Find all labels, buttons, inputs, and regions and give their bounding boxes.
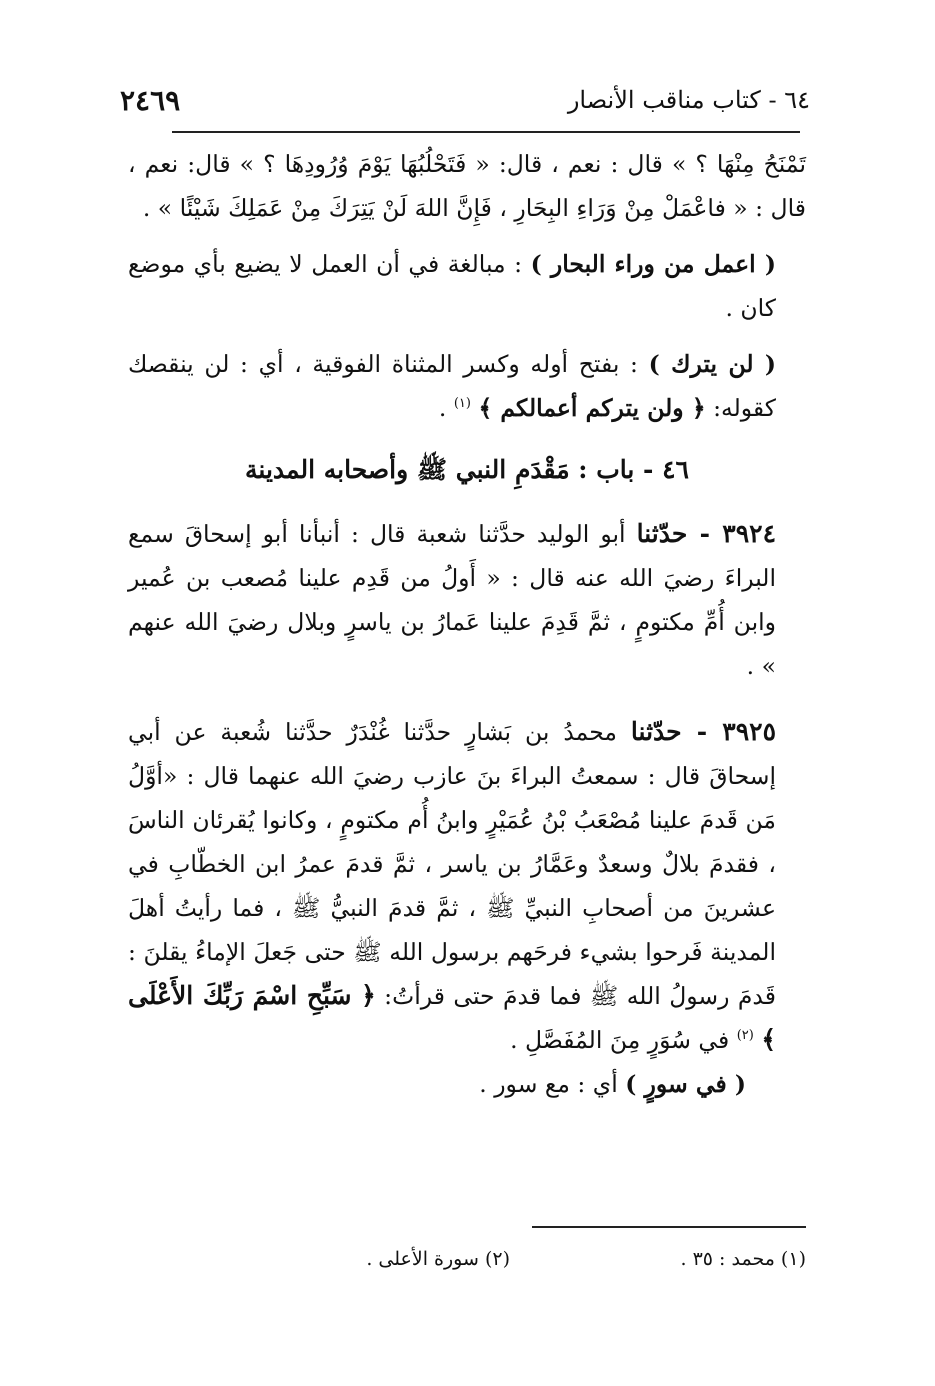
note-term: ( اعمل من وراء البحار ) [530, 250, 776, 278]
chapter-heading: ٤٦ - باب : مَقْدَمِ النبي ﷺ وأصحابه المدينة [245, 455, 689, 484]
commentary-note [128, 342, 806, 430]
commentary-note [128, 242, 806, 330]
hadith-number: ٣٩٢٥ - حدّثنا [630, 717, 776, 746]
page-number: ٢٤٦٩ [120, 84, 181, 117]
footnote-2: (٢) سورة الأعلى . [366, 1248, 510, 1270]
hadith-continuation-text: تَمْنَحُ مِنْهَا ؟ » قال : نعم ، قال: « فَتَحْلُبُهَا يَوْمَ وُرُودِهَا ؟ » قال: نعم ، قال : « فاعْمَلْ مِنْ وَرَاءِ البِحَارِ ، فَإِنَّ اللهَ لَنْ يَتِرَكَ مِنْ عَمَلِكَ شَيْئًا » . [128, 150, 806, 222]
hadith-3925 [128, 710, 806, 1062]
chapter-title: ٦٤ - كتاب مناقب الأنصار [567, 86, 810, 114]
page-header [120, 86, 810, 126]
hadith-number: ٣٩٢٤ - حدّثنا [636, 519, 776, 548]
hadith-continuation [128, 142, 806, 230]
hadith-3924 [128, 512, 806, 688]
footnote-rule [532, 1226, 806, 1228]
footnote-1: (١) محمد : ٣٥ . [680, 1248, 806, 1270]
quran-quote: ﴿ سَبِّحِ اسْمَ رَبِّكَ الأَعْلَى ﴾ [128, 981, 776, 1054]
quran-quote: ﴿ ولن يتركم أعمالكم ﴾ [478, 394, 706, 422]
main-text [128, 142, 806, 1106]
note-explanation: : بفتح أوله وكسر المثناة الفوقية ، أي : لن ينقصك كقوله: [128, 350, 776, 422]
footnote-ref: (٢) [736, 1028, 754, 1044]
note-term: ( في سورٍ ) [625, 1070, 746, 1098]
hadith-text: أبو الوليد حدَّثنا شعبة قال : أنبأنا أبو إسحاقَ سمع البراءَ رضيَ الله عنه قال : « أَولُ من قَدِم علينا مُصعب بن عُمير وابن أُمِّ مكتومٍ ، ثمَّ قَدِمَ علينا عَمارُ بن ياسرٍ وبلال رضيَ الله عنهم » . [128, 520, 776, 680]
note-explanation: : مبالغة في أن العمل لا يضيع بأي موضع كان . [128, 250, 776, 322]
commentary-note [128, 1062, 806, 1106]
header-rule [172, 131, 800, 133]
footnotes [300, 1248, 806, 1278]
note-end: . [438, 394, 454, 422]
hadith-text: محمدُ بن بَشارٍ حدَّثنا غُنْدَرٌ حدَّثنا شُعبة عن أبي إسحاقَ قال : سمعتُ البراءَ بنَ عازب رضيَ الله عنهما قال : «أوَّلُ مَن قَدمَ علينا مُصْعَبُ بْنُ عُمَيْرٍ وابنُ أُم مكتومٍ ، وكانوا يُقرئان الناسَ ، فقدمَ بلالٌ وسعدٌ وعَمَّارُ بن ياسر ، ثمَّ قدمَ عمرُ ابن الخطّابِ في عشرينَ من أصحابِ النبيِّ ﷺ ، ثمَّ قدمَ النبيُّ ﷺ ، فما رأيتُ أهلَ المدينة فَرحوا بشيء فرحَهم برسول الله ﷺ حتى جَعلَ الإماءُ يقلنَ : قَدمَ رسولُ الله ﷺ فما قدمَ حتى قرأتُ: [128, 718, 776, 1010]
note-term: ( لن يترك ) [648, 350, 776, 378]
footnote-ref: (١) [453, 396, 471, 412]
hadith-end: في سُوَرٍ مِنَ المُفَصَّلِ . [510, 1026, 737, 1054]
note-explanation: أي : مع سور . [479, 1070, 626, 1098]
